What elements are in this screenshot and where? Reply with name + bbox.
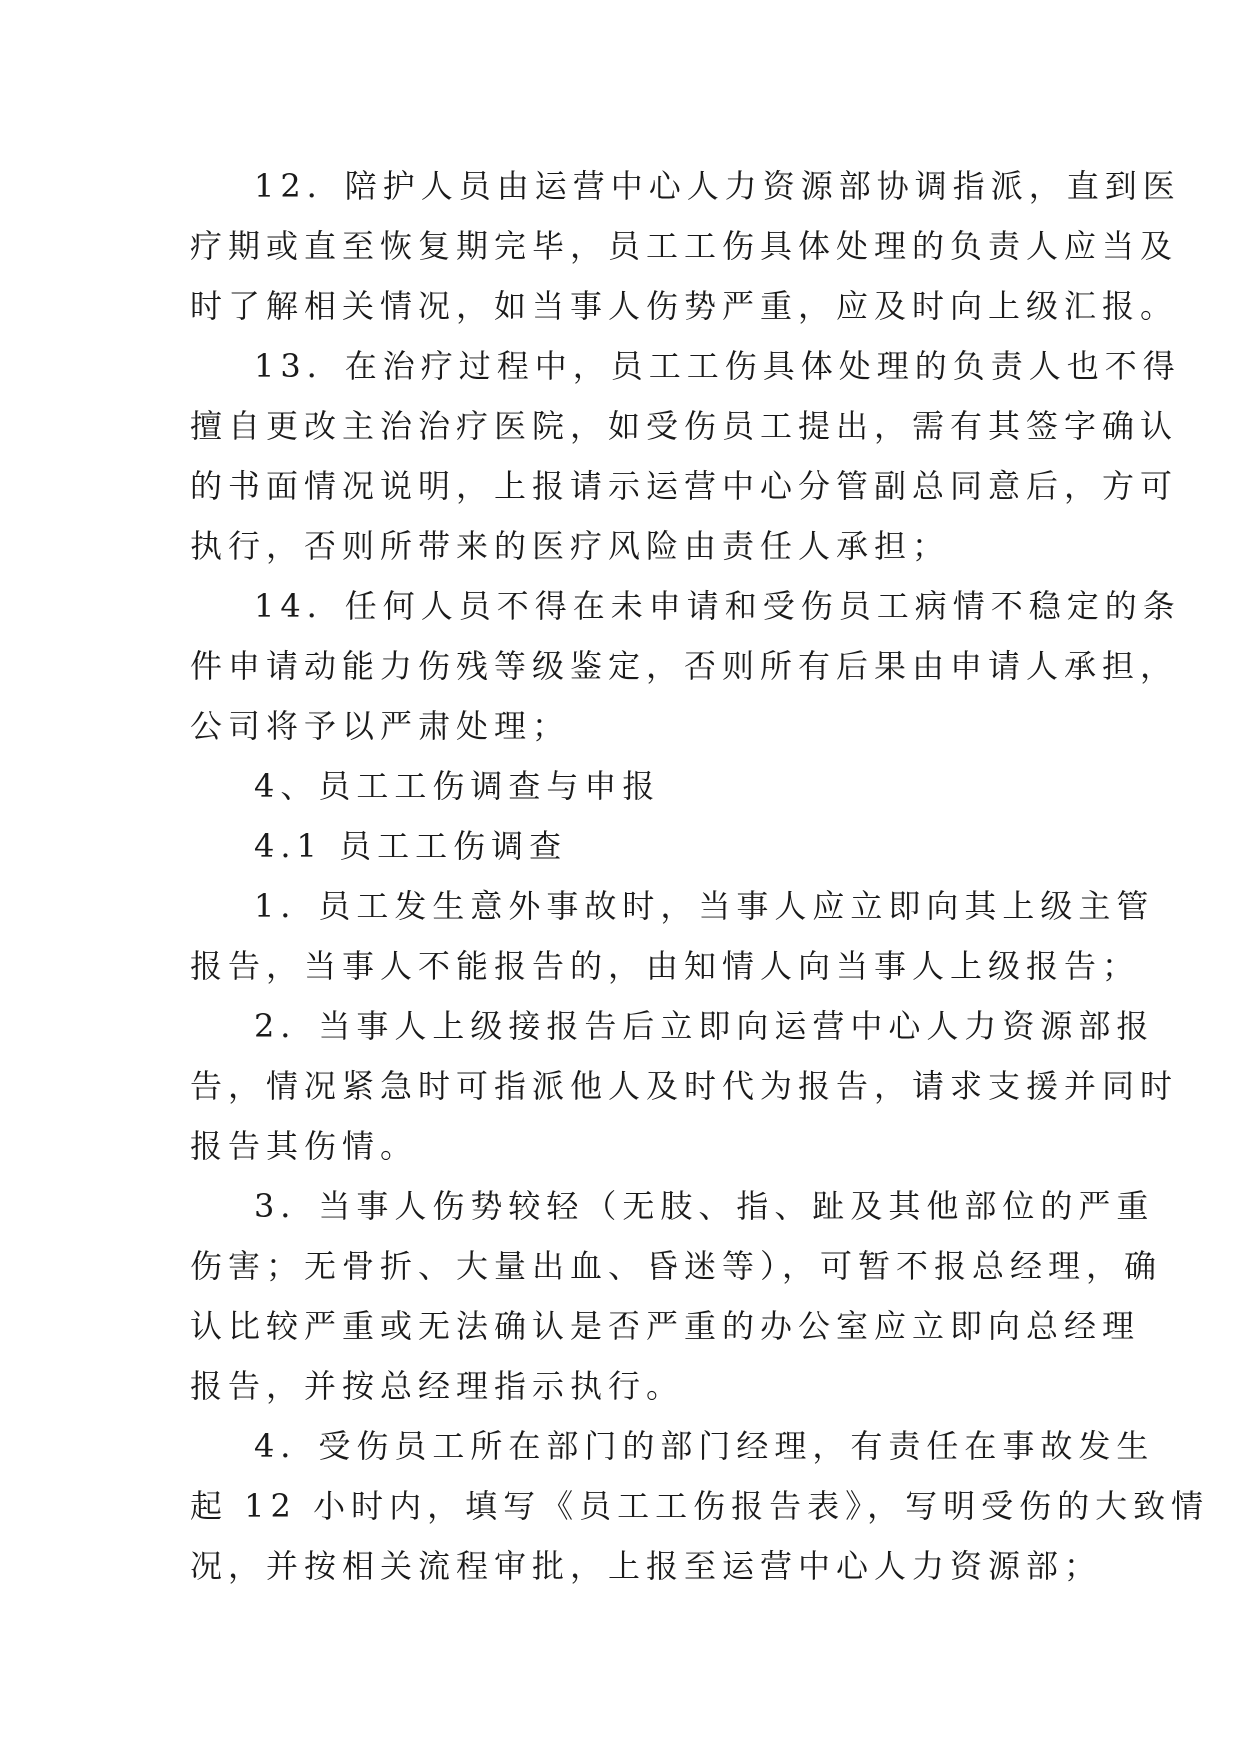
section-4-1-heading: 4.1 员工工伤调查 [254,827,568,865]
item-1-line-2: 报告，当事人不能报告的，由知情人向当事人上级报告； [190,947,1141,985]
paragraph-12-line-2: 疗期或直至恢复期完毕，员工工伤具体处理的负责人应当及 [190,227,1179,265]
paragraph-13-line-4: 执行，否则所带来的医疗风险由责任人承担； [190,527,951,565]
paragraph-13-line-2: 擅自更改主治治疗医院，如受伤员工提出，需有其签字确认 [190,407,1179,445]
paragraph-14-line-1: 14．任何人员不得在未申请和受伤员工病情不稳定的条 [254,587,1181,625]
item-2-line-3: 报告其伤情。 [190,1127,419,1165]
item-1-line-1: 1．员工发生意外事故时，当事人应立即向其上级主管 [254,887,1155,925]
item-2-line-1: 2．当事人上级接报告后立即向运营中心人力资源部报 [254,1007,1155,1045]
paragraph-13-line-1: 13．在治疗过程中，员工工伤具体处理的负责人也不得 [254,347,1181,385]
paragraph-14-line-3: 公司将予以严肃处理； [190,707,571,745]
item-3-line-4: 报告，并按总经理指示执行。 [190,1367,685,1405]
paragraph-13-line-3: 的书面情况说明，上报请示运营中心分管副总同意后，方可 [190,467,1179,505]
item-4-line-3: 况，并按相关流程审批，上报至运营中心人力资源部； [190,1547,1103,1585]
item-3-line-1: 3．当事人伤势较轻（无肢、指、趾及其他部位的严重 [254,1187,1155,1225]
item-3-line-2: 伤害；无骨折、大量出血、昏迷等），可暂不报总经理，确 [190,1247,1163,1285]
paragraph-14-line-2: 件申请动能力伤残等级鉴定，否则所有后果由申请人承担， [190,647,1179,685]
paragraph-12-line-1: 12．陪护人员由运营中心人力资源部协调指派，直到医 [254,167,1181,205]
section-4-heading: 4、员工工伤调查与申报 [254,767,661,805]
item-2-line-2: 告，情况紧急时可指派他人及时代为报告，请求支援并同时 [190,1067,1179,1105]
document-body [190,156,1210,1596]
item-4-line-2: 起 12 小时内，填写《员工工伤报告表》，写明受伤的大致情 [190,1487,1210,1525]
item-4-line-1: 4．受伤员工所在部门的部门经理，有责任在事故发生 [254,1427,1155,1465]
item-3-line-3: 认比较严重或无法确认是否严重的办公室应立即向总经理 [190,1307,1141,1345]
paragraph-12-line-3: 时了解相关情况，如当事人伤势严重，应及时向上级汇报。 [190,287,1179,325]
